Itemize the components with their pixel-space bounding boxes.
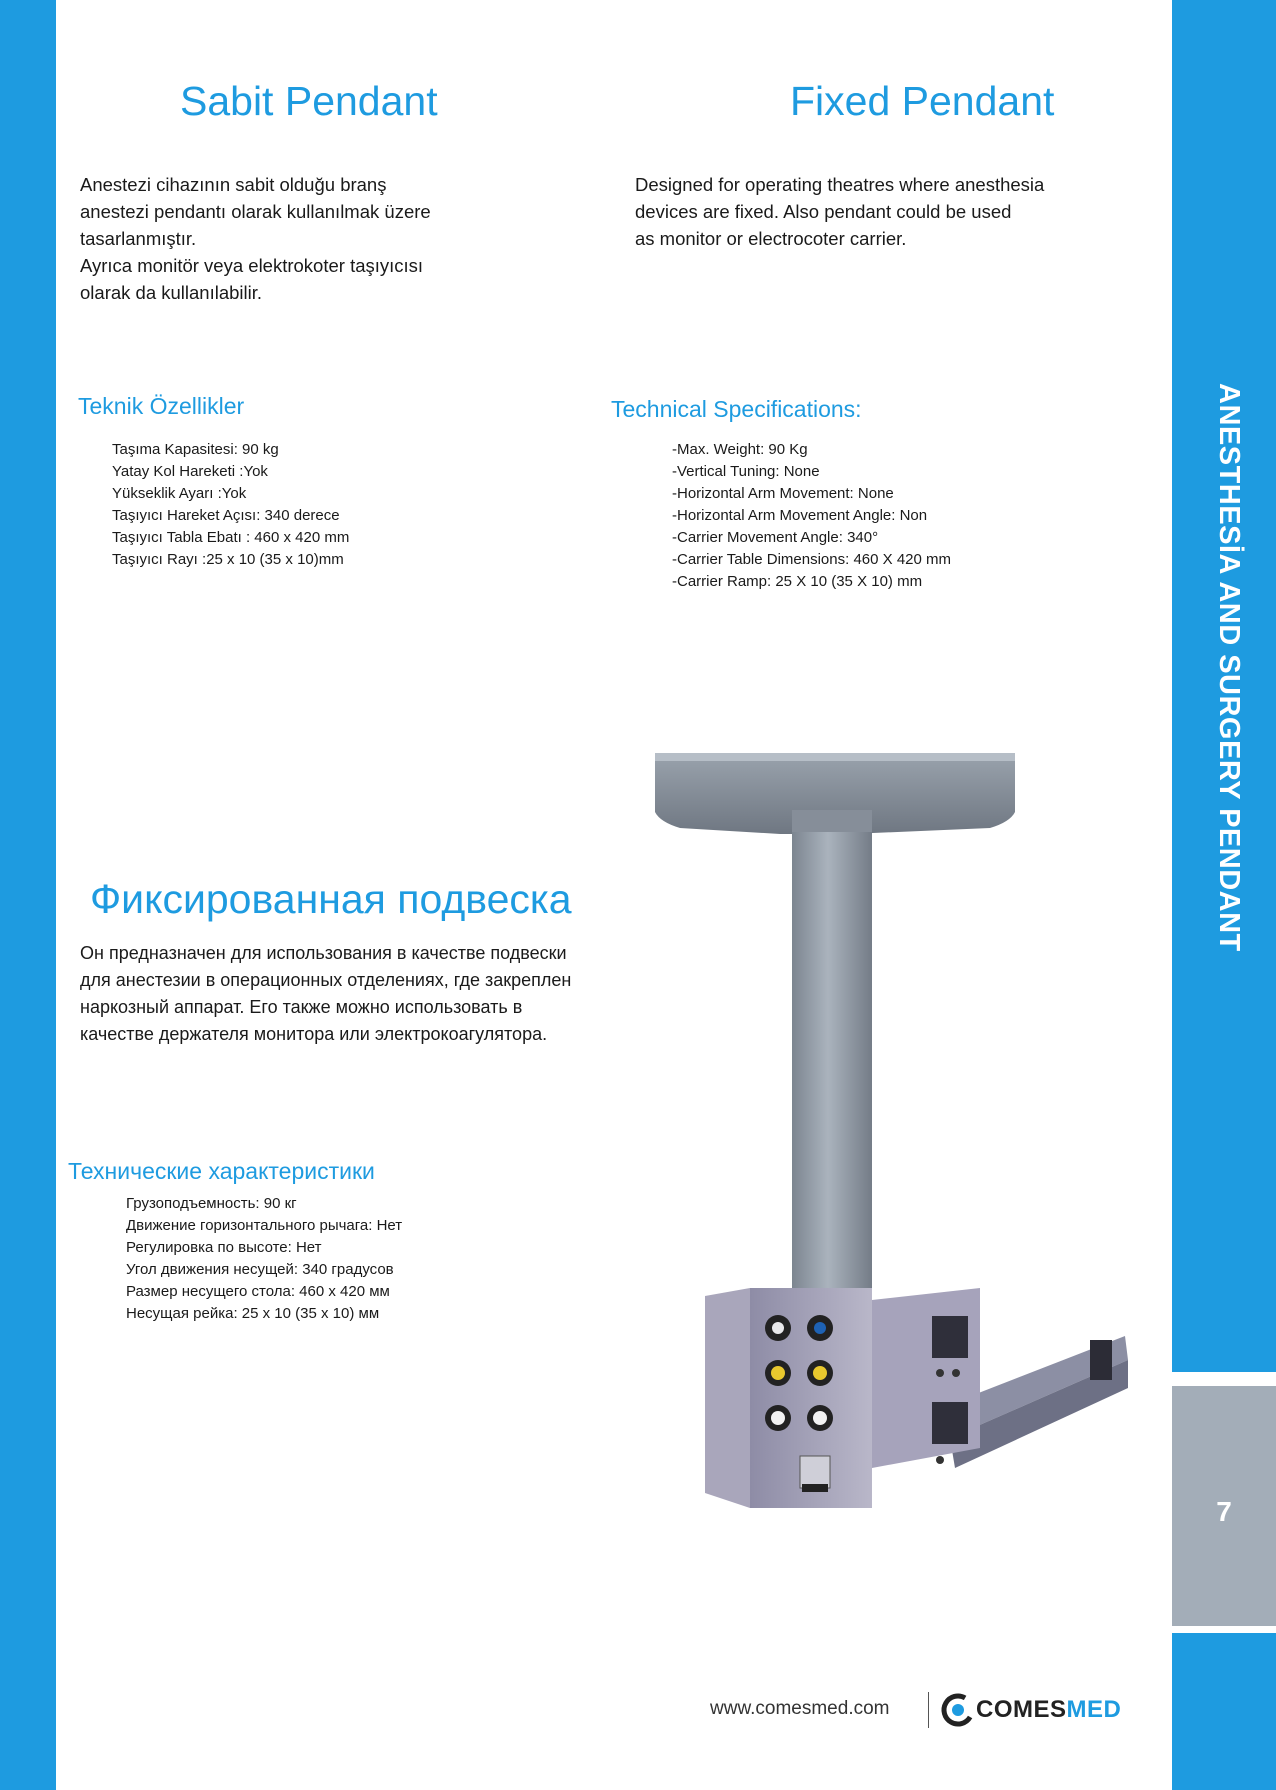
tr-spec-item: Taşıyıcı Tabla Ebatı : 460 x 420 mm xyxy=(112,529,350,546)
en-desc-line: as monitor or electrocoter carrier. xyxy=(635,228,907,249)
en-desc-line: devices are fixed. Also pendant could be used xyxy=(635,201,1012,222)
tr-desc-line: anestezi pendantı olarak kullanılmak üzere xyxy=(80,201,431,222)
en-specs-list xyxy=(672,439,951,593)
ru-desc-line: наркозный аппарат. Его также можно использовать в xyxy=(80,997,523,1017)
ru-spec-item: Движение горизонтального рычага: Нет xyxy=(126,1217,403,1234)
en-spec-item: -Horizontal Arm Movement Angle: Non xyxy=(672,507,928,524)
en-title: Fixed Pendant xyxy=(790,78,1055,124)
ru-specs-list xyxy=(126,1193,402,1325)
ru-specs-title: Технические характеристики xyxy=(68,1158,375,1184)
comesmed-logo xyxy=(940,1692,1121,1728)
en-spec-item: -Carrier Table Dimensions: 460 X 420 mm xyxy=(672,551,952,568)
logo-icon xyxy=(940,1692,976,1728)
footer-divider xyxy=(928,1692,929,1728)
tr-specs-title: Teknik Özellikler xyxy=(78,393,245,419)
tr-spec-item: Yükseklik Ayarı :Yok xyxy=(112,485,247,502)
en-spec-item: -Max. Weight: 90 Kg xyxy=(672,441,808,458)
ru-spec-item: Несущая рейка: 25 x 10 (35 x 10) мм xyxy=(126,1305,380,1322)
left-accent-bar xyxy=(0,0,56,1790)
right-accent-bar-bottom xyxy=(1172,1633,1276,1790)
logo-wordmark xyxy=(976,1696,1121,1724)
en-spec-item: -Carrier Ramp: 25 X 10 (35 X 10) mm xyxy=(672,573,923,590)
ru-spec-item: Размер несущего стола: 460 x 420 мм xyxy=(126,1283,390,1300)
tr-title: Sabit Pendant xyxy=(180,78,438,124)
tr-desc-line: Anestezi cihazının sabit olduğu branş xyxy=(80,174,387,195)
en-spec-item: -Vertical Tuning: None xyxy=(672,463,820,480)
tr-spec-item: Taşıma Kapasitesi: 90 kg xyxy=(112,441,279,458)
fixed-pendant-photo xyxy=(650,748,1140,1538)
tr-spec-item: Taşıyıcı Rayı :25 x 10 (35 x 10)mm xyxy=(112,551,344,568)
website-url[interactable]: www.comesmed.com xyxy=(710,1698,890,1719)
ru-title: Фиксированная подвеска xyxy=(90,876,572,922)
pendant-column xyxy=(792,810,872,1370)
tr-spec-item: Taşıyıcı Hareket Açısı: 340 derece xyxy=(112,507,340,524)
en-specs-title: Technical Specifications: xyxy=(611,396,862,422)
ru-spec-item: Угол движения несущей: 340 градусов xyxy=(126,1261,394,1278)
tr-specs-list xyxy=(112,439,349,571)
tr-description xyxy=(80,171,431,306)
ru-desc-line: для анестезии в операционных отделениях, где закреплен xyxy=(80,970,572,990)
tr-desc-line: tasarlanmıştır. xyxy=(80,228,197,249)
logo-text-part2: MED xyxy=(1066,1696,1122,1723)
tr-desc-line: Ayrıca monitör veya elektrokoter taşıyıcısı xyxy=(80,255,424,276)
ru-spec-item: Регулировка по высоте: Нет xyxy=(126,1239,322,1256)
ru-spec-item: Грузоподъемность: 90 кг xyxy=(126,1195,297,1212)
ru-desc-line: качестве держателя монитора или электрокоагулятора. xyxy=(80,1024,548,1044)
logo-text-part1: COMES xyxy=(976,1696,1067,1723)
ru-description xyxy=(80,940,571,1048)
ru-desc-line: Он предназначен для использования в качестве подвески xyxy=(80,943,567,963)
en-spec-item: -Horizontal Arm Movement: None xyxy=(672,485,894,502)
en-description xyxy=(635,171,1044,252)
page-number: 7 xyxy=(1216,1496,1232,1527)
tr-desc-line: olarak da kullanılabilir. xyxy=(80,282,263,303)
tr-spec-item: Yatay Kol Hareketi :Yok xyxy=(112,463,268,480)
en-desc-line: Designed for operating theatres where anesthesia xyxy=(635,174,1045,195)
section-title-vertical: ANESTHESİA AND SURGERY PENDANT xyxy=(1213,383,1245,952)
en-spec-item: -Carrier Movement Angle: 340° xyxy=(672,529,879,546)
